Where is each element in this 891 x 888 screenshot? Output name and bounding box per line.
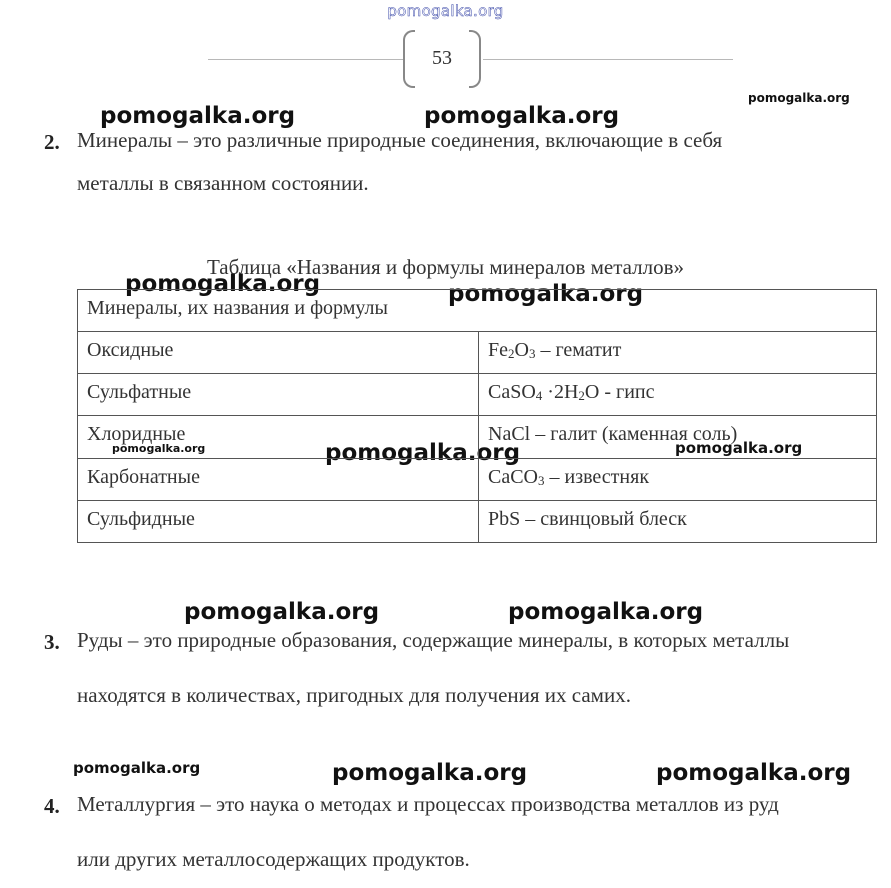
- item-text-line: металлы в связанном состоянии.: [77, 171, 369, 195]
- item-text-line: или других металлосодержащих продуктов.: [77, 847, 470, 871]
- mineral-formula-cell: $Fe_2O_3$ – гематит: [479, 332, 877, 374]
- mineral-formula-cell: CaCO$_3$ – известняк: [479, 458, 877, 500]
- page-number-box: [403, 30, 481, 86]
- watermark: pomogalka.org: [508, 599, 704, 625]
- header-rule-left: [208, 59, 403, 60]
- site-url-header: pomogalka.org: [387, 2, 504, 20]
- table-row: [78, 500, 877, 542]
- watermark: pomogalka.org: [73, 759, 201, 777]
- mineral-type-cell: Оксидные: [78, 332, 479, 374]
- watermark: pomogalka.org: [424, 103, 620, 129]
- header-rule-right: [483, 59, 733, 60]
- watermark: pomogalka.org: [325, 440, 521, 466]
- minerals-table: [77, 289, 877, 543]
- watermark: pomogalka.org: [184, 599, 380, 625]
- table-header-cell: Минералы, их названия и формулы: [78, 290, 877, 332]
- mineral-formula-cell: NaCl – галит (каменная соль): [479, 416, 877, 458]
- mineral-type-cell: Хлоридные: [78, 416, 479, 458]
- watermark: pomogalka.org: [100, 103, 296, 129]
- watermark: pomogalka.org: [112, 442, 206, 455]
- item-text-line: Минералы – это различные природные соединения, включающие в себя: [77, 128, 723, 152]
- item-text-line: находятся в количествах, пригодных для получения их самих.: [77, 683, 631, 707]
- right-bracket: [469, 30, 481, 88]
- watermark: pomogalka.org: [125, 271, 321, 297]
- item-number: 4.: [44, 794, 60, 818]
- table-header-row: [78, 290, 877, 332]
- table-caption: Таблица «Названия и формулы минералов металлов»: [206, 255, 685, 279]
- item-number: 2.: [44, 130, 60, 154]
- item-number: 3.: [44, 630, 60, 654]
- watermark: pomogalka.org: [448, 281, 644, 307]
- item-text-line: Руды – это природные образования, содержащие минералы, в которых металлы: [77, 628, 790, 652]
- table-row: [78, 416, 877, 458]
- page-number: 53: [432, 46, 452, 69]
- item-text-line: Металлургия – это наука о методах и процессах производства металлов из руд: [77, 792, 779, 816]
- mineral-formula-cell: CaSO$_4$ $\cdot 2H_2O$ - гипс: [479, 374, 877, 416]
- watermark: pomogalka.org: [675, 439, 803, 457]
- watermark: pomogalka.org: [748, 91, 850, 105]
- left-bracket: [403, 30, 415, 88]
- table-row: [78, 374, 877, 416]
- mineral-type-cell: Сульфатные: [78, 374, 479, 416]
- watermark: pomogalka.org: [332, 760, 528, 786]
- mineral-formula-cell: PbS – свинцовый блеск: [479, 500, 877, 542]
- table-row: [78, 458, 877, 500]
- table-row: [78, 332, 877, 374]
- mineral-type-cell: Сульфидные: [78, 500, 479, 542]
- watermark: pomogalka.org: [656, 760, 852, 786]
- mineral-type-cell: Карбонатные: [78, 458, 479, 500]
